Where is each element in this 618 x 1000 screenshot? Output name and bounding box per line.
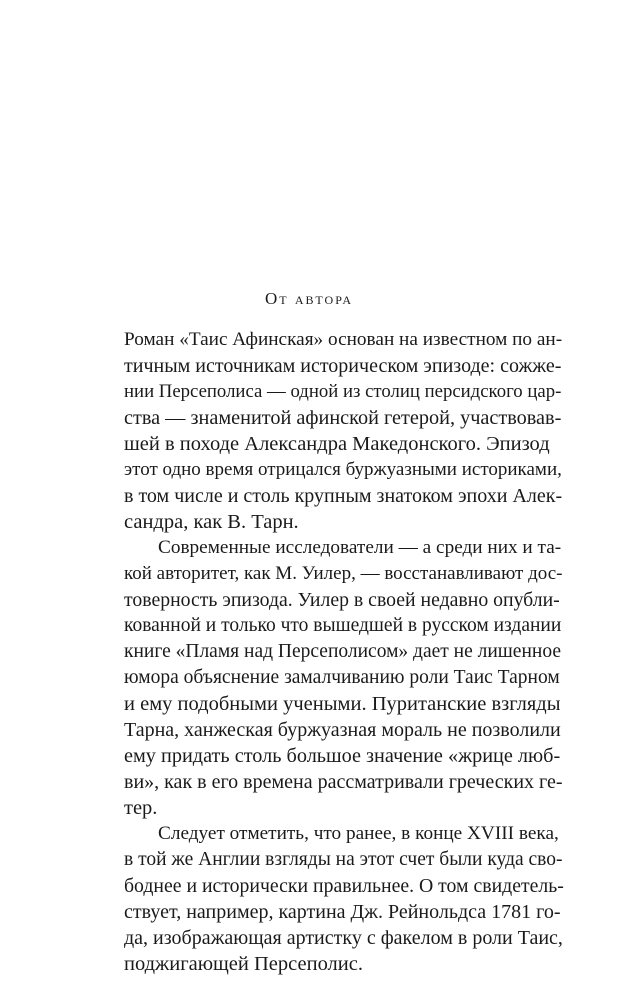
text-line: в той же Англии взгляды на этот счет были куда сво- [124, 849, 563, 870]
text-line: ви», как в его времена рассматривали греческих ге- [124, 771, 563, 793]
text-line: кой авторитет, как М. Уилер, — восстанавливают дос- [124, 563, 563, 584]
text-line: сандра, как В. Тарн. [124, 511, 299, 533]
section-heading: От автора [264, 289, 353, 308]
text-line: Тарна, ханжеская буржуазная мораль не позволили [124, 719, 561, 741]
text-line: этот одно время отрицался буржуазными историками, [124, 459, 562, 480]
text-line: и ему подобными учеными. Пуританские взгляды [124, 693, 561, 715]
paragraph-3 [90, 821, 564, 977]
text-line: нии Персеполиса — одной из столиц персидского цар- [124, 381, 562, 402]
text-line: тер. [124, 797, 158, 819]
paragraph-1 [90, 327, 563, 535]
text-line: шей в походе Александра Македонского. Эпизод [124, 433, 550, 455]
text-line: ствует, например, картина Дж. Рейнольдса 1781 го- [124, 901, 561, 923]
text-line: Роман «Таис Афинская» основан на известном по ан- [124, 329, 563, 350]
paragraph-2 [90, 535, 563, 821]
text-line: Следует отметить, что ранее, в конце XVIII века, [158, 823, 559, 844]
text-line: ства — знаменитой афинской гетерой, участвовав- [124, 407, 562, 429]
text-line: товерность эпизода. Уилер в своей недавно опубли- [124, 589, 560, 611]
text-line: поджигающей Персеполис. [124, 953, 363, 975]
text-line: ему придать столь большое значение «жрице люб- [124, 745, 561, 767]
text-line: боднее и исторически правильнее. О том свидетель- [124, 875, 564, 897]
text-line: Современные исследователи — а среди них и та- [158, 537, 562, 558]
body-text [90, 327, 564, 977]
text-line: юмора объяснение замалчиванию роли Таис Тарном [124, 667, 560, 688]
text-line: книге «Пламя над Персеполисом» дает не лишенное [124, 641, 561, 662]
text-line: да, изображающая артистку с факелом в роли Таис, [124, 927, 563, 949]
text-line: кованной и только что вышедшей в русском издании [124, 615, 562, 636]
text-line: тичным источникам историческом эпизоде: сожже- [124, 355, 562, 377]
text-line: в том числе и столь крупным знатоком эпохи Алек- [124, 485, 563, 507]
